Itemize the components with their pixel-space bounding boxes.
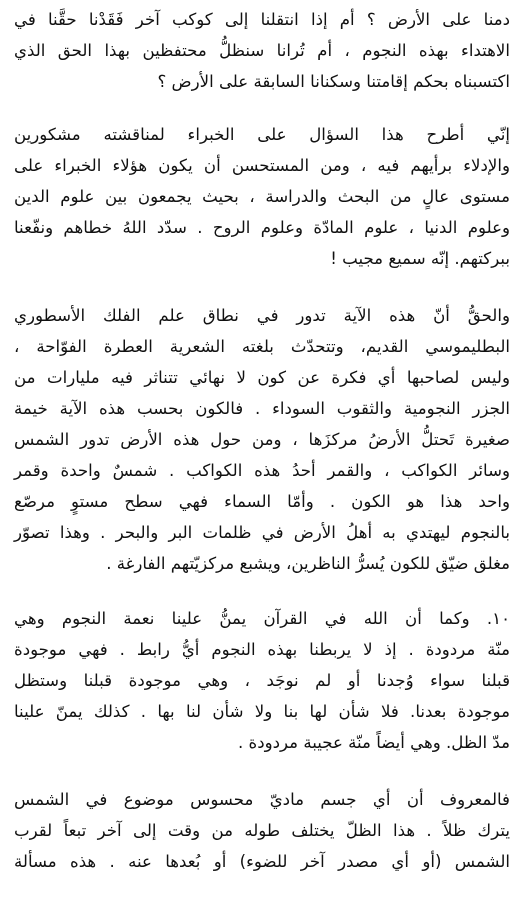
text-line: وليس لصاحبها أي فكرة عن كون لا نهائي تتناثر فيه مليارات من — [14, 368, 510, 387]
text-line: الجزر النجومية والثقوب السوداء . فالكون بحسب هذه الآية خيمة — [14, 399, 510, 418]
text-line: الشمس (أو أي مصدر آخر للضوء) أو بُعدها عنه . هذه مسألة — [14, 852, 510, 871]
paragraph-gap — [14, 579, 510, 603]
text-line: دمنا على الأرض ؟ أم إذا انتقلنا إلى كوكب آخر فَقَدْنا حقَّنا في — [14, 10, 510, 29]
paragraph-3 — [14, 300, 510, 579]
text-line: والحقُّ أنّ هذه الآية تدور في نطاق علم الفلك الأسطوري — [14, 306, 510, 325]
text-line: وسائر الكواكب ، والقمر أحدُ هذه الكواكب . شمسٌ واحدة وقمر — [14, 461, 510, 480]
paragraph-gap — [14, 758, 510, 784]
paragraph-gap — [14, 274, 510, 300]
text-line: وعلوم الدنيا ، علوم المادّة وعلوم الروح . سدّد اللهُ خطاهم ونفّعنا — [14, 218, 510, 237]
paragraph-2 — [14, 119, 510, 274]
text-line: مغلق ضيّق للكون يُسرُّ الناظرين، ويشبع مركزيّتهم الفارغة . — [106, 554, 510, 573]
paragraph-4 — [14, 603, 510, 758]
text-line: مستوى عالٍ من البحث والدراسة ، بحيث يجمعون بين علوم الدين — [14, 187, 510, 206]
text-line: صغيرة تَحتلُّ الأرضُ مركزَها ، ومن حول هذه الأرض تدور الشمس — [14, 430, 510, 449]
text-line: ١٠. وكما أن الله في القرآن يمنُّ علينا نعمة النجوم وهي — [14, 609, 510, 628]
text-line: مدّ الظل. وهي أيضاً منّة عجيبة مردودة . — [237, 733, 510, 752]
text-line: والإدلاء برأيهم فيه ، ومن المستحسن أن يكون هؤلاء الخبراء على — [14, 156, 510, 175]
text-line: منّة مردودة . إذ لا يربطنا بهذه النجوم أيُّ رابط . فهي موجودة — [14, 640, 510, 659]
paragraph-gap — [14, 97, 510, 119]
paragraph-1 — [14, 4, 510, 97]
text-line: موجودة بعدنا. فلا شأن لها بنا ولا شأن لنا بها . كذلك يمنّ علينا — [14, 702, 510, 721]
text-line: واحد هذا هو الكون . وأمّا السماء فهي سطح مستوٍ مرصّع — [14, 492, 510, 511]
text-line: إنّي أطرح هذا السؤال على الخبراء لمناقشته مشكورين — [14, 125, 510, 144]
text-line: الاهتداء بهذه النجوم ، أم تُرانا سنظلُّ محتفظين بهذا الحق الذي — [14, 41, 510, 60]
text-line: يترك ظلاً . هذا الظلّ يختلف طوله من وقت إلى آخر تبعاً لقرب — [14, 821, 510, 840]
text-line: بالنجوم ليهتدي به أهلُ الأرض في ظلمات البر والبحر . وهذا تصوّر — [14, 523, 510, 542]
text-line: البطليموسي القديم، وتتحدّث بلغته الشعرية العطرة الفوّاحة ، — [14, 337, 510, 356]
text-line: فالمعروف أن أي جسم ماديّ محسوس موضوع في الشمس — [14, 790, 510, 809]
text-line: ببركتهم. إنّه سميع مجيب ! — [330, 249, 510, 268]
paragraph-5 — [14, 784, 510, 877]
text-line: اكتسبناه بحكم إقامتنا وسكنانا السابقة على الأرض ؟ — [157, 72, 510, 91]
text-line: قبلنا سواء وُجدنا أو لم نوجَد ، وهي موجودة قبلنا وستظل — [14, 671, 510, 690]
